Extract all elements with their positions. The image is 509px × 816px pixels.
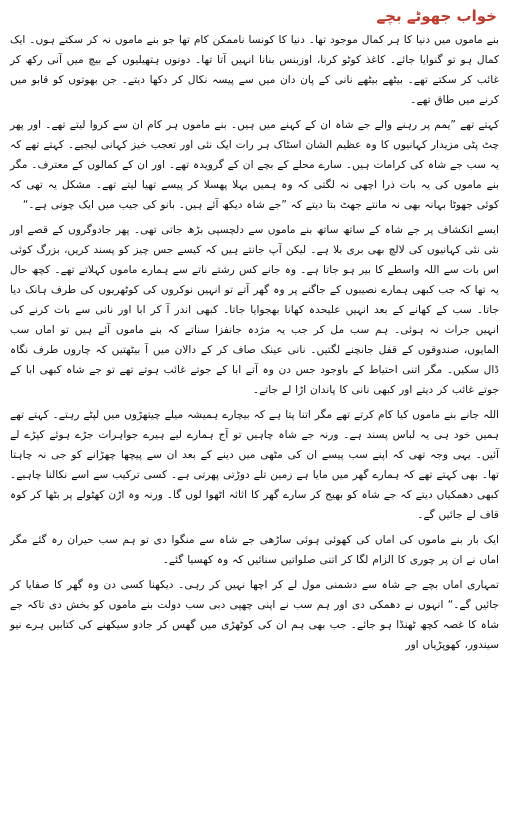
story-paragraph: اللہ جانے بنے ماموں کیا کام کرتے تھے مگر اتنا پتا ہے کہ بیچارے ہمیشہ میلے چیتھڑوں میں لپٹے رہتے۔ کہتے تھے ہمیں خود ہی یہ لباس پسند ہے۔ ورنہ جے شاہ چاہیں تو آج ہمارے لیے ہیرے جواہرات جڑے ہوئے کپڑے لے آئیں۔ یہی وجہ تھی کہ اپنے سب پیسے ان کی مٹھی میں دینے کے بعد ان سے پیچھا چھڑانے کو جی نہ چاہتا تھا۔ بھی کہتے تھے کہ ہمارے گھر میں مایا ہے زمین تلے دوڑتی پھرتی ہے۔ کسی ترکیب سے اسے نکالنا چاہیے۔ کبھی دھمکیاں دیتے کہ جے شاہ کو بھیج کر سارے گھر کا اثاثہ اٹھوا لوں گا۔ ورنہ وہ اڑن کھٹولے پر بٹھا کر کوہ قاف لے جائیں گے۔: [10, 409, 499, 521]
story-paragraph: ایسے انکشاف پر جے شاہ کے ساتھ ساتھ بنے ماموں سے دلچسپی بڑھ جاتی تھی۔ پھر جادوگروں کے قصے اور نئی نئی کہانیوں کی لالچ بھی بری بلا ہے۔ لیکن آپ جانتے ہیں کہ کیسے جس چیز کو پسند کریں، بزرگ کوئی اس بات سے اللہ واسطے کا بیر ہو جاتا ہے۔ وہ جانے کس رشتے ناتے سے ہمارے ماموں کہلاتے تھے۔ کچھ حال یہ تھا کہ جب کبھی ہمارے نصیبوں کے جاگنے پر وہ گھر آتے تو انہیں نوکروں کی کوٹھریوں کی طرف ہانک دیا جاتا۔ سب کے کھانے کے بعد انہیں علیحدہ کھانا بھجوایا جاتا۔ کبھی اندر آ کر ابا اور نانی سے بات کرنے کی انہیں جرات نہ ہوئی۔ ہم سب مل کر جب یہ مژدہ جانفزا سناتے کہ بنے ماموں آئے ہیں تو اماں سب المایوں، صندوقوں کے قفل جانچنے لگتیں۔ نانی عینک صاف کر کے دالان میں آ بیٹھتیں کہ چاروں طرف نگاہ ڈال سکیں۔ مگر اتنی احتیاط کے باوجود جس دن وہ آتے ابا کے جوتے غائب ہوتے تھے تو جے شاہ کبھی ابا کے جوتے غائب کر دیتے اور کبھی نانی کا پاندان اڑا لے جاتے۔: [10, 224, 499, 396]
story-paragraph: تمہاری اماں بچے جے شاہ سے دشمنی مول لے کر اچھا نہیں کر رہی۔ دیکھنا کسی دن وہ گھر کا صفایا کر جائیں گے۔“ انہوں نے دھمکی دی اور ہم سب نے اپنی چھپی دبی سب دولت بنے ماموں کو بخش دی تاکہ جے شاہ کا غصہ کچھ ٹھنڈا ہو جائے۔ جب بھی ہم ان کی کوٹھڑی میں گھس کر جادو سیکھنے کی کتابیں ہرے نیو سیندور، کھوپڑیاں اور: [10, 579, 499, 651]
story-paragraph: کہتے تھے ”یمم پر رہنے والے جے شاہ ان کے کہنے میں ہیں۔ بنے ماموں ہر کام ان سے کروا لیتے تھے۔ اور پھر چٹ پٹی مزیدار کہانیوں کا وہ عظیم الشان اسٹاک ہر رات ایک نئی اور تعجب خیز کہانی لیجیے۔ کہتے تھے کہ یہ سب جے شاہ کی کرامات ہیں۔ سارے محلے کے بچے ان کے گرویدہ تھے۔ اور ان کے کمالوں کے معترف۔ مگر بنے ماموں کی یہ بات ذرا اچھی نہ لگتی کہ وہ ہمیں بہلا پھسلا کر پیسے تھیا لیتے تھے۔ مشکل یہ تھی کہ کوئی جھوٹا بہانہ بھی نہ مانتے جھٹ بتا دیتے کہ ”جے شاہ دیکھ آئے ہیں۔ بانو کی جیب میں ایک چونی ہے۔“: [10, 119, 499, 211]
story-paragraph: ایک بار بنے ماموں کی اماں کی کھوئی ہوئی ساڑھی جے شاہ سے منگوا دی تو ہم سب حیران رہ گئے مگر اماں نے ان پر چوری کا الزام لگا کر اتنی صلواتیں سنائیں کہ وہ کھسیا گئے۔: [10, 534, 499, 566]
story-title: خواب جھوٹے بچے: [376, 7, 497, 25]
story-paragraph: بنے ماموں میں دنیا کا ہر کمال موجود تھا۔ دنیا کا کونسا ناممکن کام تھا جو بنے ماموں نہ کر سکتے ہوں۔ ایک کمال ہو تو گنوایا جائے۔ کاغذ کوٹو کرنا، اوزبنس بنانا انہیں آتا تھا۔ دونوں ہتھیلیوں کے بیچ میں آنی رکھ کر غائب کر سکتے تھے۔ بیٹھے بیٹھے نانی کے پان دان میں سے پیسہ نکال کر دکھا دیتے۔ جن بھوتوں کو قابو میں کرنے میں طاق تھے۔: [10, 34, 499, 106]
